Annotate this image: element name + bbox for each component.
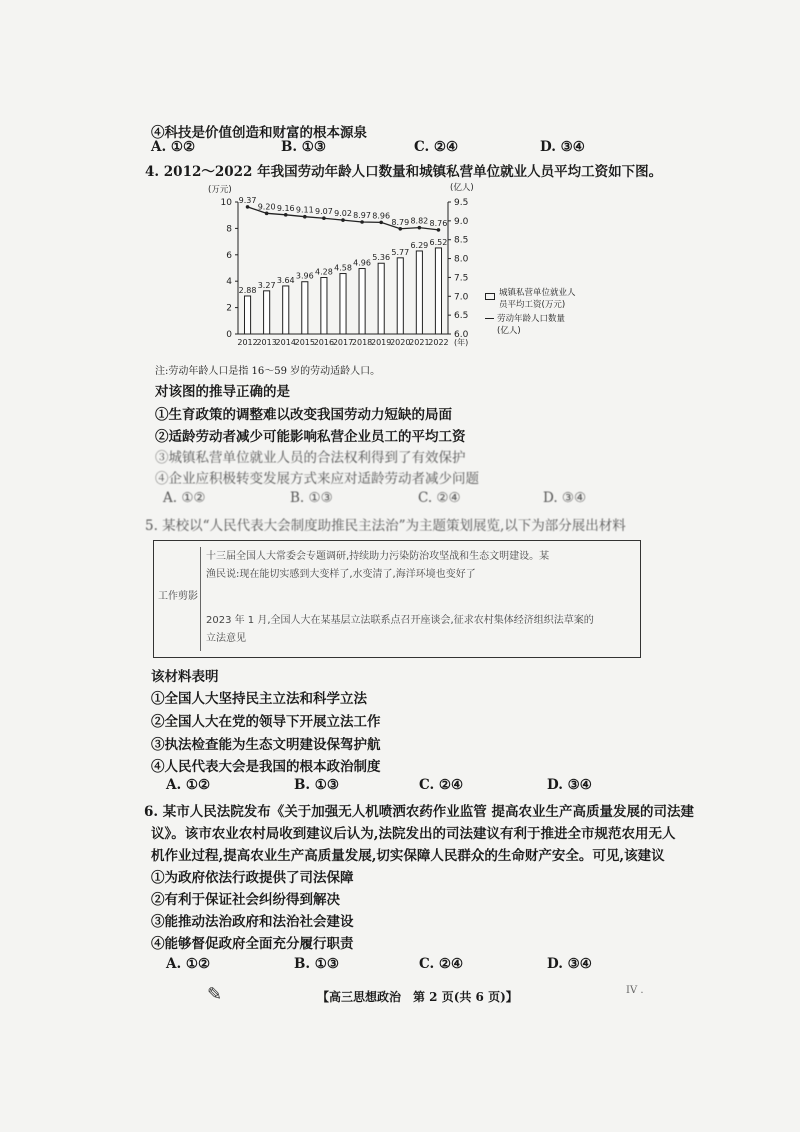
q5-box-row-1b: 渔民说:现在能切实感到大变样了,水变清了,海洋环境也变好了 — [206, 569, 476, 580]
q6-line-2: 议》。该市农业农村局收到建议后认为,法院发出的司法建议有利于推进全市规范农用无人 — [151, 826, 676, 842]
q5-option-d: D. ③④ — [547, 777, 592, 793]
q4-option-b: B. ①③ — [290, 490, 333, 506]
bar — [359, 269, 365, 334]
left-tick-label: 2 — [226, 303, 232, 314]
right-tick-label: 6.0 — [454, 330, 469, 340]
population-value-label: 8.97 — [353, 210, 371, 220]
q6-option-a: A. ①② — [166, 956, 211, 972]
right-tick-label: 8.0 — [454, 254, 469, 265]
bar — [321, 278, 327, 334]
option-a: A. ①② — [151, 139, 196, 155]
q6-item-2: ②有利于保证社会纠纷得到解决 — [151, 892, 340, 908]
population-point — [379, 221, 383, 225]
population-point — [246, 205, 250, 209]
q4-option-c: C. ②④ — [418, 490, 461, 506]
q4-item-3: ③城镇私营单位就业人员的合法权利得到了有效保护 — [155, 450, 466, 466]
q4-question: 对该图的推导正确的是 — [155, 384, 290, 400]
population-point — [341, 218, 345, 222]
population-value-label: 8.82 — [410, 216, 429, 226]
option-d: D. ③④ — [540, 139, 585, 155]
item-4-text: ④科技是价值创造和财富的根本源泉 — [151, 125, 367, 141]
x-tick-label: 2022 — [428, 338, 449, 347]
left-tick-label: 10 — [220, 198, 232, 208]
q6-item-3: ③能推动法治政府和法治社会建设 — [151, 914, 354, 930]
bar — [378, 263, 384, 334]
population-value-label: 9.02 — [334, 209, 352, 219]
pencil-icon: ✎ — [207, 984, 223, 1005]
right-tick-label: 7.0 — [454, 292, 469, 303]
right-tick-label: 8.5 — [454, 235, 469, 246]
population-value-label: 9.20 — [257, 202, 276, 212]
q6-line-3: 机作业过程,提高农业生产高质量发展,切实保障人民群众的生命财产安全。可见,该建议 — [151, 848, 665, 864]
x-tick-label: 2016 — [313, 338, 335, 347]
bar — [302, 282, 308, 334]
left-tick-label: 4 — [226, 277, 232, 288]
q4-option-d: D. ③④ — [543, 490, 587, 506]
q5-item-4: ④人民代表大会是我国的根本政治制度 — [151, 759, 381, 775]
x-axis-unit: (年) — [454, 338, 469, 347]
population-value-label: 8.79 — [391, 217, 410, 227]
q5-stem: 5. 某校以“人民代表大会制度助推民主法治”为主题策划展览,以下为部分展出材料 — [145, 518, 626, 534]
bar — [435, 248, 441, 334]
option-c: C. ②④ — [414, 139, 459, 155]
q6-option-c: C. ②④ — [419, 956, 464, 972]
x-tick-label: 2020 — [390, 338, 411, 347]
population-value-label: 8.96 — [372, 211, 391, 221]
legend-bar-swatch — [485, 293, 495, 300]
right-axis-unit: (亿人) — [450, 183, 474, 193]
x-tick-label: 2015 — [294, 338, 315, 347]
q6-line-1: 6. 某市人民法院发布《关于加强无人机喷洒农药作业监管 提高农业生产高质量发展的司法建 — [144, 804, 694, 820]
legend-bar — [485, 286, 576, 310]
q6-item-4: ④能够督促政府全面充分履行职责 — [151, 936, 354, 952]
q6-option-b: B. ①③ — [294, 956, 340, 972]
legend-line-label-1: 劳动年龄人口数量 — [497, 314, 566, 324]
bar — [244, 296, 250, 334]
bar — [416, 251, 422, 334]
bar-value-label: 4.96 — [353, 258, 371, 268]
corner-mark: IV . — [626, 985, 644, 996]
q5-box-row-2b: 立法意见 — [206, 633, 246, 644]
left-tick-label: 8 — [226, 224, 232, 235]
bar — [264, 291, 270, 334]
q5-option-a: A. ①② — [166, 777, 211, 793]
q5-material-box — [153, 540, 641, 658]
x-tick-label: 2012 — [237, 338, 258, 347]
q4-stem: 4. 2012～2022 年我国劳动年龄人口数量和城镇私营单位就业人员平均工资如下图。 — [145, 164, 663, 180]
right-tick-label: 7.5 — [454, 273, 469, 284]
bar-value-label: 5.77 — [391, 247, 410, 257]
right-tick-label: 6.5 — [454, 311, 469, 322]
q6-option-d: D. ③④ — [547, 956, 592, 972]
q5-question: 该材料表明 — [151, 669, 219, 685]
q5-option-c: C. ②④ — [419, 777, 464, 793]
q5-box-row-1a: 十三届全国人大常委会专题调研,持续助力污染防治攻坚战和生态文明建设。某 — [206, 551, 550, 562]
legend-line-label-2: (亿人) — [497, 326, 521, 336]
bar — [340, 274, 346, 334]
q5-item-3: ③执法检查能为生态文明建设保驾护航 — [151, 737, 381, 753]
q5-box-divider — [200, 547, 201, 651]
population-point — [437, 228, 441, 232]
population-point — [303, 215, 307, 219]
population-value-label: 9.16 — [276, 203, 295, 213]
legend-bar-label-1: 城镇私营单位就业人 — [499, 288, 576, 298]
population-value-label: 9.11 — [295, 205, 314, 215]
q4-note: 注:劳动年龄人口是指 16～59 岁的劳动适龄人口。 — [155, 366, 381, 377]
x-tick-label: 2019 — [371, 338, 392, 347]
bar-value-label: 3.96 — [295, 271, 314, 281]
bar-value-label: 4.58 — [334, 263, 352, 273]
bar-value-label: 3.27 — [257, 280, 276, 290]
population-value-label: 9.07 — [315, 207, 333, 217]
right-tick-label: 9.5 — [454, 198, 469, 208]
population-point — [360, 220, 364, 224]
population-point — [398, 227, 402, 231]
population-point — [322, 216, 326, 220]
right-tick-label: 9.0 — [454, 216, 469, 227]
bar-value-label: 6.52 — [429, 237, 448, 247]
bar — [397, 258, 403, 334]
page-footer: 【高三思想政治 第 2 页(共 6 页)】 — [317, 990, 518, 1004]
bar-value-label: 5.36 — [372, 253, 391, 263]
q4-option-a: A. ①② — [163, 490, 206, 506]
legend-bar-label-2: 员平均工资(万元) — [499, 300, 566, 310]
x-tick-label: 2018 — [351, 338, 373, 347]
q6-item-1: ①为政府依法行政提供了司法保障 — [151, 870, 354, 886]
q5-item-2: ②全国人大在党的领导下开展立法工作 — [151, 714, 381, 730]
bar-value-label: 4.28 — [315, 267, 333, 277]
q4-item-4: ④企业应积极转变发展方式来应对适龄劳动者减少问题 — [155, 471, 479, 487]
x-tick-label: 2014 — [275, 338, 296, 347]
population-value-label: 8.76 — [429, 218, 448, 228]
x-tick-label: 2017 — [332, 338, 354, 347]
q4-chart — [196, 176, 496, 354]
left-axis-unit: (万元) — [208, 185, 232, 195]
q5-box-row-2a: 2023 年 1 月,全国人大在某基层立法联系点召开座谈会,征求农村集体经济组织法草案的 — [206, 615, 594, 626]
legend-line-swatch — [485, 318, 494, 319]
population-point — [418, 226, 422, 230]
x-tick-label: 2021 — [409, 338, 430, 347]
population-value-label: 9.37 — [238, 195, 257, 205]
left-tick-label: 0 — [226, 330, 232, 340]
bar-value-label: 2.88 — [238, 285, 257, 295]
x-tick-label: 2013 — [256, 338, 277, 347]
population-point — [284, 213, 288, 217]
option-b: B. ①③ — [281, 139, 327, 155]
left-tick-label: 6 — [226, 250, 232, 261]
q4-item-2: ②适龄劳动者减少可能影响私营企业员工的平均工资 — [155, 429, 466, 445]
q4-item-1: ①生育政策的调整难以改变我国劳动力短缺的局面 — [155, 407, 452, 423]
q5-option-b: B. ①③ — [294, 777, 340, 793]
bar-value-label: 3.64 — [276, 275, 295, 285]
q5-item-1: ①全国人大坚持民主立法和科学立法 — [151, 691, 367, 707]
bar — [283, 286, 289, 334]
bar-value-label: 6.29 — [410, 240, 429, 250]
legend-line — [485, 312, 565, 336]
population-point — [265, 212, 269, 216]
q5-box-side-label: 工作剪影 — [158, 591, 198, 602]
